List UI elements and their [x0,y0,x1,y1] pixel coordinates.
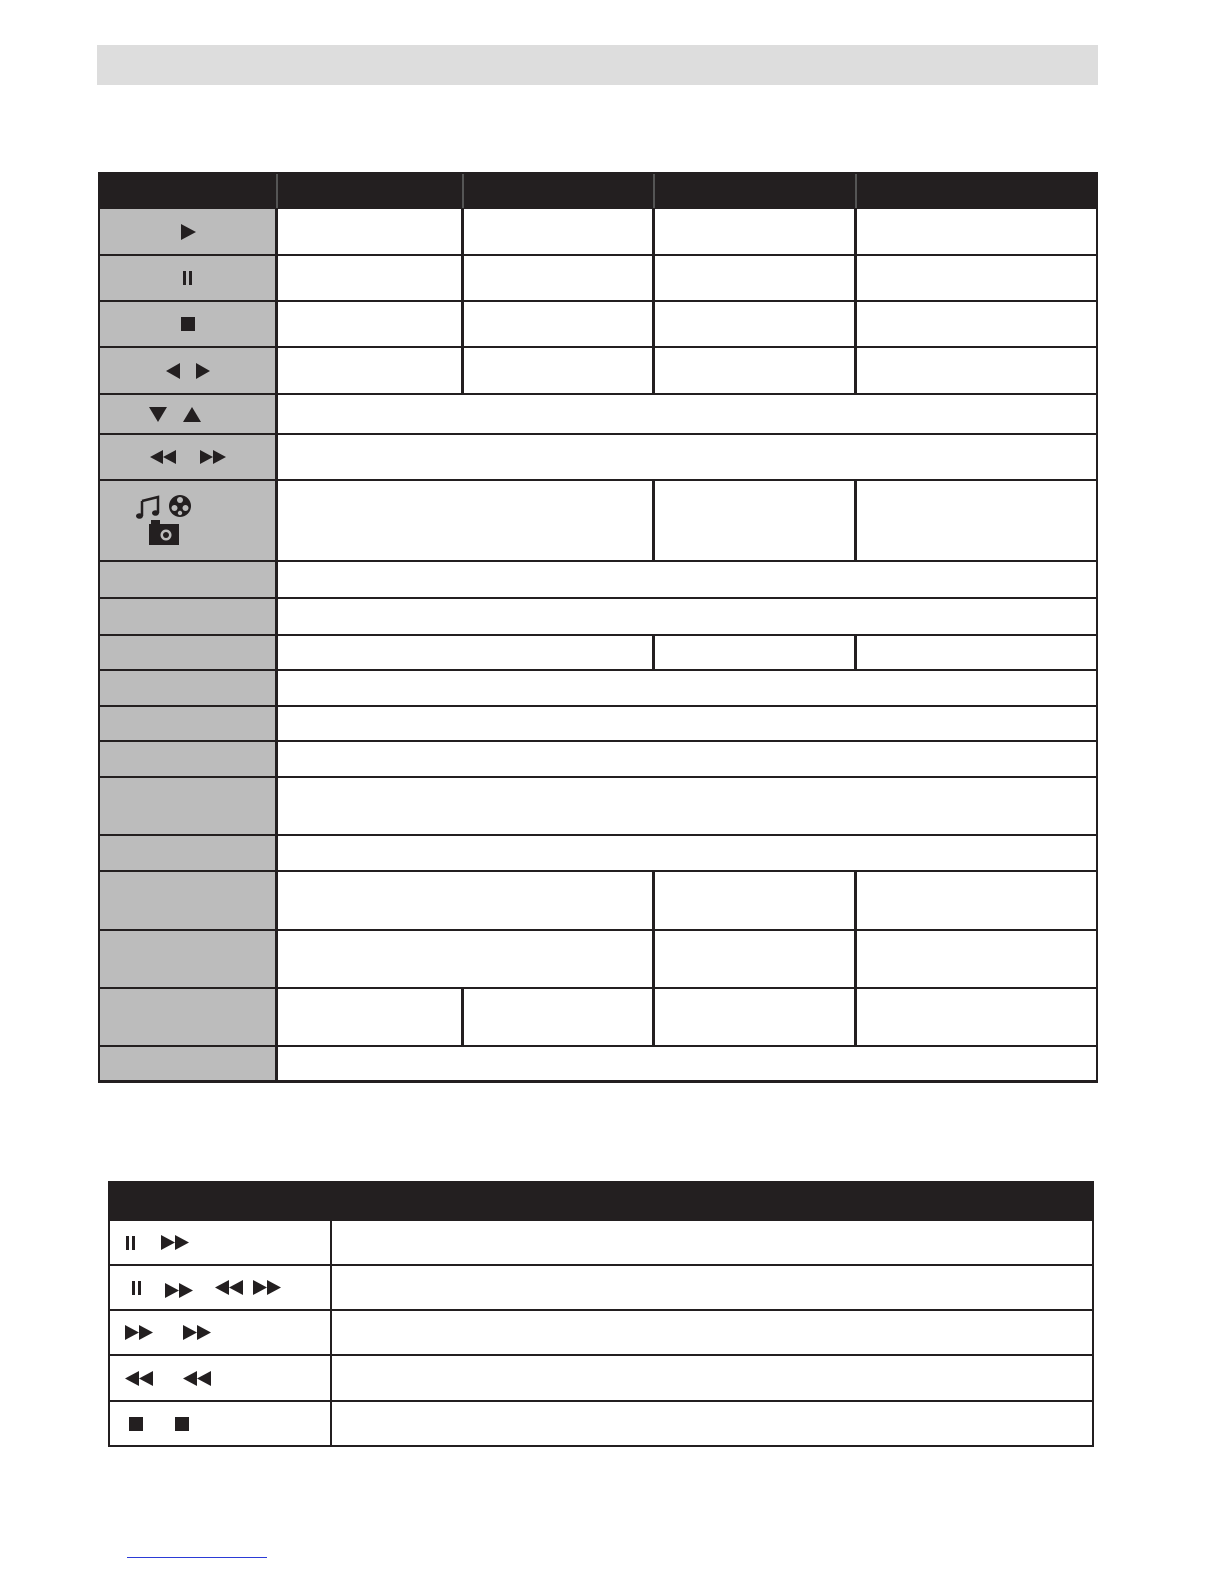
table-cell [332,1356,1092,1400]
table-header-row [108,1181,1094,1219]
pause-icon [181,270,195,286]
table-row-label [100,481,275,560]
table-cell [464,348,652,393]
stop-stop-icon [128,1416,190,1432]
table-cell [655,209,854,254]
table-cell [464,209,652,254]
table-row-label [110,1356,330,1400]
table-row-label [100,671,275,705]
table-row-label [100,872,275,929]
down-up-arrows-icon [148,406,202,423]
rew-rew-icon [124,1370,212,1387]
table-header-row [98,172,1098,208]
stop-icon [180,316,196,332]
table-row-label [100,256,275,300]
table-row-label [100,742,275,776]
table-cell [857,348,1096,393]
table-row-label [100,209,275,254]
table-cell-wide [278,599,1096,634]
table-cell [278,481,652,560]
table-cell [278,302,461,346]
table-cell [857,931,1096,987]
remote-function-table [98,172,1098,1083]
media-type-icon [136,495,196,547]
table-cell-wide [278,562,1096,597]
header-divider [653,172,655,208]
table-row-label [110,1402,330,1445]
table-cell [278,636,652,669]
table-cell [278,872,652,929]
pause-then-ffwd-icon [124,1234,190,1251]
table-cell [857,256,1096,300]
table-cell-wide [278,707,1096,740]
table-cell-wide [278,435,1096,479]
table-cell [655,989,854,1045]
table-cell [278,931,652,987]
table-cell [655,481,854,560]
table-cell [332,1221,1092,1264]
table-cell [332,1311,1092,1354]
table-row-label [100,599,275,634]
play-icon [179,223,197,241]
table-cell [278,348,461,393]
playback-combination-table [108,1181,1094,1447]
table-row-label [100,989,275,1045]
table-cell-wide [278,671,1096,705]
table-row-label [100,636,275,669]
table-cell [857,302,1096,346]
table-cell [278,989,461,1045]
rewind-fast-forward-icon [149,449,227,465]
table-row-label [100,562,275,597]
ffwd-ffwd-icon [124,1324,212,1341]
table-row-label [100,348,275,393]
table-cell [464,989,652,1045]
table-cell [464,256,652,300]
table-row-label [100,435,275,479]
table-row-label [110,1266,330,1309]
footer-link-underline[interactable] [127,1557,267,1558]
table-cell [857,636,1096,669]
pause-ffwd-rew-ffwd-icon [130,1276,282,1299]
header-divider [855,172,857,208]
left-right-arrows-icon [165,362,211,380]
table-row-label [100,1047,275,1080]
table-cell-wide [278,778,1096,834]
table-cell [332,1266,1092,1309]
table-cell-wide [278,742,1096,776]
table-cell [278,209,461,254]
table-row-label [110,1311,330,1354]
table-row-label [100,931,275,987]
table-cell [332,1402,1092,1445]
section-header-bar [97,45,1098,85]
table-cell [464,302,652,346]
table-cell [655,931,854,987]
table-row-label [100,707,275,740]
table-row-label [100,395,275,433]
table-cell [655,872,854,929]
table-row-label [100,302,275,346]
table-cell [655,636,854,669]
table-cell-wide [278,395,1096,433]
table-row-label [100,836,275,870]
table-cell [857,209,1096,254]
header-divider [276,172,278,208]
table-cell [278,256,461,300]
table-cell [857,481,1096,560]
header-divider [462,172,464,208]
table-cell [857,872,1096,929]
table-row-label [100,778,275,834]
table-cell [857,989,1096,1045]
table-cell-wide [278,1047,1096,1080]
table-row-label [110,1221,330,1264]
table-cell [655,302,854,346]
table-cell [655,348,854,393]
table-cell-wide [278,836,1096,870]
table-cell [655,256,854,300]
